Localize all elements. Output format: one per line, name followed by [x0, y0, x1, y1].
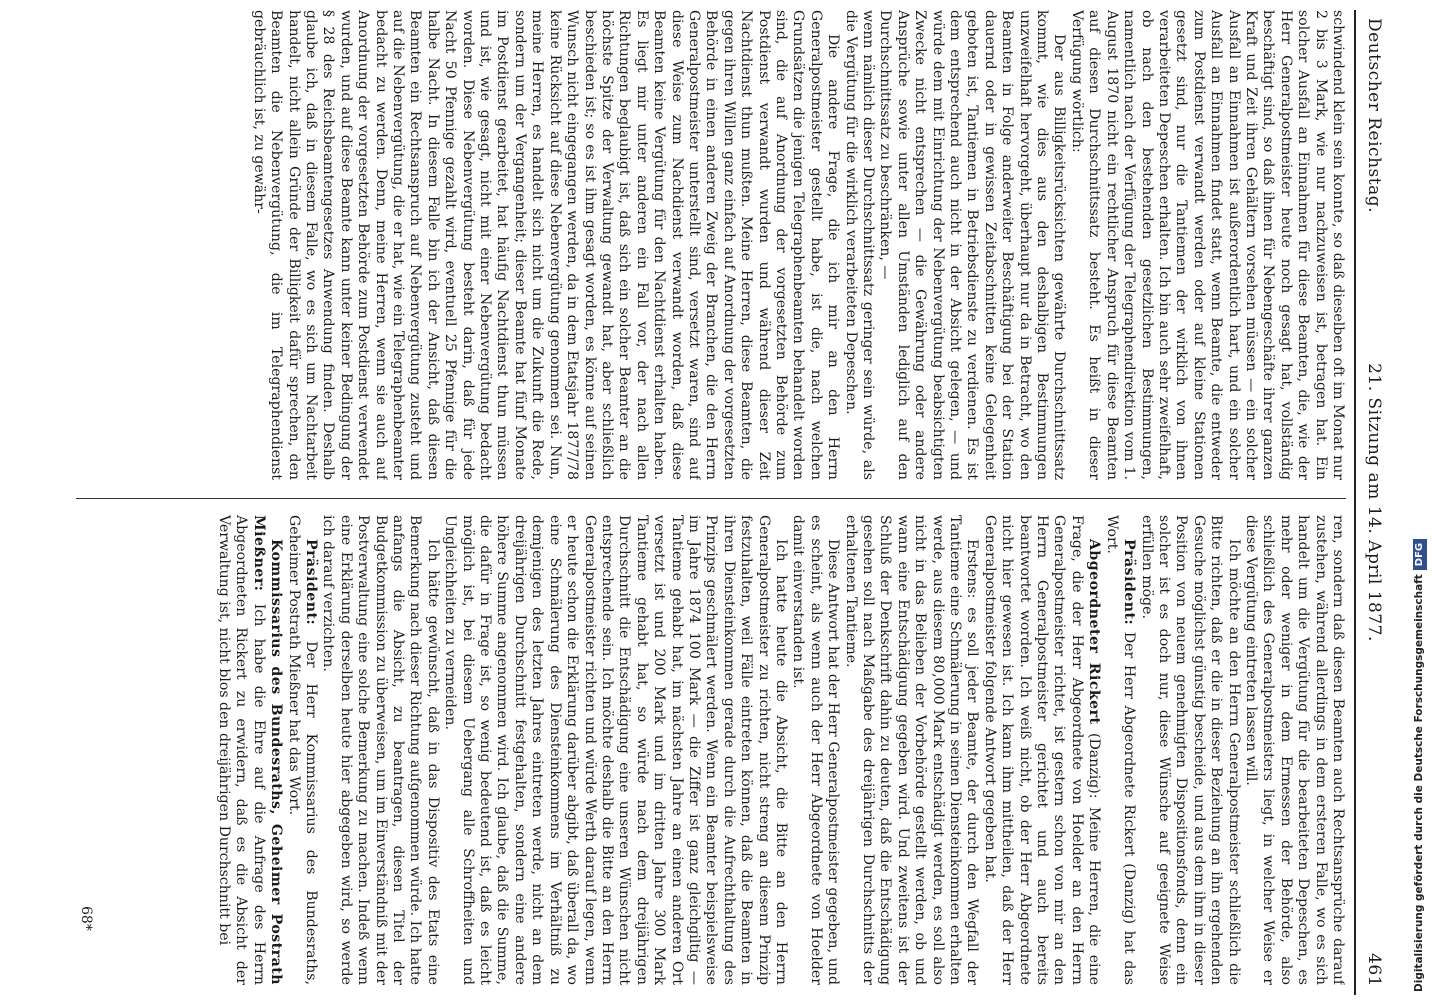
paragraph	[441, 515, 789, 985]
paragraph-text: Der aus Billigkeitsrücksichten gewährte Durchschnittssatz kommt, wie dies aus den deshalbigen Bestimmungen unzweifelhaft hervorgeht, überhaupt nur da in Betracht, wo den Beamten in Folge anderweiter Beschäftigung bei der Station dauernd oder in gewissen Zeitabschnitten keine Gelegenheit geboten ist, Tantiemen in Betriebsdienste zu verdienen. Es ist dem entsprechend auch nicht in der Absicht gelegen, — und würde dem mit Einrichtung der Nebenvergütung beabsichtigten Zwecke nicht entsprechen — die Gewährung oder andere Ansprüche sowie unter allen Umständen lediglich auf den Durchschnittssatz zu beschränken, —	[877, 10, 1068, 480]
paragraph-text: Der Herr Kommissarius des Bundesraths, Geheimer Postrath Mießner hat das Wort.	[285, 515, 320, 985]
text-column-right	[74, 515, 1346, 985]
header-rule	[1354, 10, 1356, 995]
paragraph-text: Erstens: es soll jeder Beamte, der durch den Wegfall der Tantieme eine Schmälerung in seinen Diensteinkommen erhalten werde, aus diesem 80,000 Mark entschädigt werden, es soll also nicht in das Belieben der Vorbehörde gestellt werden, ob und wann eine Entschädigung gegeben wird. Und zweitens ist der Schluß der Denkschrift dahin zu deuten, daß die Entschädigung gesehen soll nach Maßgabe des dreijährigen Durchschnitts der erhaltenen Tantieme.	[842, 515, 981, 985]
paragraph-text: Diese Antwort hat der Herr Generalpostmeister gegeben, und es scheint, als wenn auch der Herr Abgeordnete von Hoelder damit einverstanden ist.	[790, 515, 842, 985]
header-session: 21. Sitzung am 14. April 1877.	[1364, 363, 1384, 642]
speaker-paragraph	[215, 515, 285, 985]
paragraph	[841, 10, 876, 480]
paragraph-text: Ich möchte an den Herrn Generalpostmeister schließlich die Bitte richten, daß er die in dieser Beziehung an ihn ergehenden Gesuche möglichst günstig bescheide, und aus dem ihm in dieser Position von neuem genehmigten Dispositionsfonds, denn ein solcher ist es doch nur, diese Wünsche auf geeignete Weise erfüllen möge.	[1138, 515, 1242, 985]
speaker-name: Abgeordneter Rickert	[1086, 539, 1103, 725]
paragraph-text: Die andere Frage, die ich mir an den Herrn Generalpostmeister gestellt habe, ist die, nach welchen Grundsätzen die jenigen Telegraphenbeamten behandelt worden sind, die auf Anordnung der vorgesetzten Behörde zum Postdienst verwandt wurden und während dieser Zeit Nachtdienst thun mußten. Meine Herren, diese Beamten, die gegen ihren Willen ganz einfach auf Anordnung der vorgesetzten Behörde in einen anderen Zweig der Branchen, die den Herrn Generalpostmeister unterstellt sind, versetzt waren, sind auf diese Weise zum Nachdienst verwandt worden, daß diese Beamten keine Vergütung für den Nachtdienst erhalten haben. Es liegt mir unter anderen ein Fall vor, der nach allen Richtungen beglaubigt ist, daß sich ein solcher Beamter an die höchste Spitze der Verwaltung gewandt hat, aber schließlich beschieden ist; so es ist ihm gesagt worden, es könne auf seinen Wunsch nicht eingegangen werden, da in dem Etatsjahr 1877/78 keine Rücksicht auf diese Nebenvergütung genommen sei. Nun, meine Herren, es handelt sich nicht um die Zukunft die Rede, sondern um der Vergangenheit; dieser Beamte hat fünf Monate im Postdienst gearbeitet, hat häufig Nachtdienst thun müssen und ist, wie gesagt, nicht mit einer Nebenvergütung bedacht worden. Diese Nebenvergütung besteht darin, daß für jede Nacht 50 Pfennige gezahlt wird, eventuell 25 Pfennige für die halbe Nacht. In diesem Falle bin ich der Ansicht, daß diesen Beamten ein Rechtsanspruch auf Nebenvergütung zusteht und auf die Nebenvergütung, die er hat, wie ein Telegraphenbeamter bedacht zu werden. Denn, meine Herren, wenn sie auch auf Anordnung der vorgesetzten Behörde zum Postdienst verwendet wurden, und auf diese Beamte kann unter keiner Bedingung der § 28 des Reichsbeamtengesetzes Anwendung finden. Deshalb glaube ich, daß in diesem Falle, wo es sich um Nachtarbeit handelt, nicht allein Gründe der Billigkeit dafür sprechen, den Beamten die Nebenvergütung, die im Telegraphendienst gebräuchlich ist, zu gewähr-	[250, 10, 842, 480]
paragraph	[1242, 515, 1346, 985]
speaker-paragraph	[1102, 515, 1137, 985]
paragraph	[841, 515, 980, 985]
dfg-logo: DFG	[1413, 539, 1427, 570]
paragraph	[1137, 515, 1241, 985]
rotated-page	[66, 10, 1386, 995]
page-number: 461	[1364, 953, 1384, 987]
speaker-name: Kommissarius des Bundesraths, Geheimer Postrath Mießner:	[250, 515, 285, 985]
speaker-name: Präsident:	[303, 539, 320, 626]
header-publication: Deutscher Reichstag.	[1364, 18, 1384, 213]
paragraph	[319, 515, 441, 985]
signature-mark: 68*	[78, 906, 94, 931]
paragraph-text: Ich habe die Ehre auf die Anfrage des Herrn Abgeordneten Rickert zu erwidern, daß es die Absicht der Verwaltung ist, nicht blos den dreijährigen Durchschnitt bei	[216, 515, 267, 985]
watermark-text: Digitalisierung gefördert durch die Deutsche ForschungsgemeinschaftDFG	[1410, 8, 1428, 994]
paragraph-text: ren, sondern daß diesen Beamten auch Rechtsansprüche darauf zustehen, während allerdings in dem ersteren Falle, wo es sich handelt um die Vergütung für die bearbeiteten Depeschen, es mehr oder weniger in dem Ermessen der Behörde, also schließlich des Generalpostmeisters liegt, in welcher Weise er diese Vergütung eintreten lassen will.	[1242, 515, 1346, 985]
page-header	[1360, 10, 1386, 995]
speaker-name: Präsident:	[1121, 539, 1138, 626]
paragraph-text: Der Herr Abgeordnete Rickert (Danzig) hat das Wort.	[1103, 515, 1138, 985]
column-divider	[76, 498, 1346, 499]
paragraph	[789, 515, 841, 985]
paragraph	[1068, 10, 1347, 480]
paragraph-text: Ich hatte heute die Absicht, die Bitte an den Herrn Generalpostmeister zu richten, nicht streng an diesem Prinzip festzuhalten, weil Fälle eintreten können, daß die Beamten in ihren Diensteinkommen gerade durch die Aufrechthaltung des Prinzips geschmälert werden. Wenn ein Beamter beispielsweise im Jahre 1874 100 Mark — die Ziffer ist ganz gleichgiltig — Tantieme gehabt hat, im nächsten Jahre an einen anderen Ort versetzt ist und 200 Mark und im dritten Jahre 300 Mark Tantieme gehabt hat, so würde nach dem dreijährigen Durchschnitt die Entschädigung eine unseren Wünschen nicht entsprechende sein. Ich möchte deshalb die Bitte an den Herrn Generalpostmeister richten und würde Werth darauf legen, wenn er heute schon die Erklärung darüber abgibt, daß überall da, wo eine Schmälerung des Diensteinkommens im Verhältniß zu demjenigen des letzten Jahres eintreten werde, nicht an dem dreijährigen Durchschnitt festgehalten, sondern eine andere höhere Summe angenommen wird. Ich glaube, daß die Summe, die dafür in Frage ist, so wenig bedeutend ist, daß es leicht möglich ist, bei diesem Uebergang alle Schroffheiten und Ungleichheiten zu vermeiden.	[442, 515, 789, 985]
text-column-left	[74, 10, 1346, 480]
digitization-watermark	[1410, 8, 1428, 994]
speaker-paragraph	[980, 515, 1102, 985]
paragraph-text: Ich hätte gewünscht, daß in das Dispositiv des Etats eine Bemerkung nach dieser Richtung aufgenommen würde. Ich hatte anfangs die Absicht, zu beantragen, diesen Titel der Budgetkommission zu überweisen, um im Einverständniß mit der Postverwaltung eine solche Bemerkung zu machen. Indeß wenn eine Erklärung derselben heute hier abgegeben wird, so werde ich darauf verzichten.	[320, 515, 441, 985]
paragraph	[876, 10, 1067, 480]
speaker-paragraph	[284, 515, 319, 985]
paragraph-text: wenn nämlich dieser Durchschnittssatz geringer sein würde, als die Vergütung für die wirklich verarbeiteten Depeschen.	[842, 10, 877, 480]
paragraph-text: schwindend klein sein konnte, so daß dieselben oft im Monat nur 2 bis 3 Mark, wie nur nachzuweisen ist, betragen hat. Ein solcher Ausfall an Einnahmen für diese Beamten, die, wie der Herr Generalpostmeister heute noch gesagt hat, vollständig beschäftigt sind, so daß ihnen für Nebengeschäfte ihrer ganzen Kraft und Zeit ihren Gehältern vorsehen müssen — ein solcher Ausfall an Einnahmen ist außerordentlich hart, und ein solcher Ausfall an Einnahmen findet statt, wenn Beamte, die entweder zum Postdienst verwandt werden oder auf kleine Stationen gesetzt sind, nur die Tantiemen der wirklich von ihnen verarbeiteten Depeschen erhalten. Ich bin auch sehr zweifelhaft, ob nach den bestehenden gesetzlichen Bestimmungen, namentlich nach der Verfügung der Telegraphendirektion vom 1. August 1870 nicht ein rechtlicher Anspruch für diese Beamten auf diesen Durchschnittssatz besteht. Es heißt in dieser Verfügung wörtlich:	[1068, 10, 1346, 480]
paragraph	[249, 10, 841, 480]
paragraph-text: (Danzig): Meine Herren, die eine Frage, die der Herr Abgeordnete von Hoelder an den Herrn Generalpostmeister richtet, ist gestern schon von mir an den Herrn Generalpostmeister gerichtet und auch bereits beantwortet worden. Ich weiß nicht, ob der Herr Abgeordnete nicht hier gewesen ist. Ich kann ihm mittheilen, daß der Herr Generalpostmeister folgende Antwort gegeben hat.	[981, 515, 1103, 985]
